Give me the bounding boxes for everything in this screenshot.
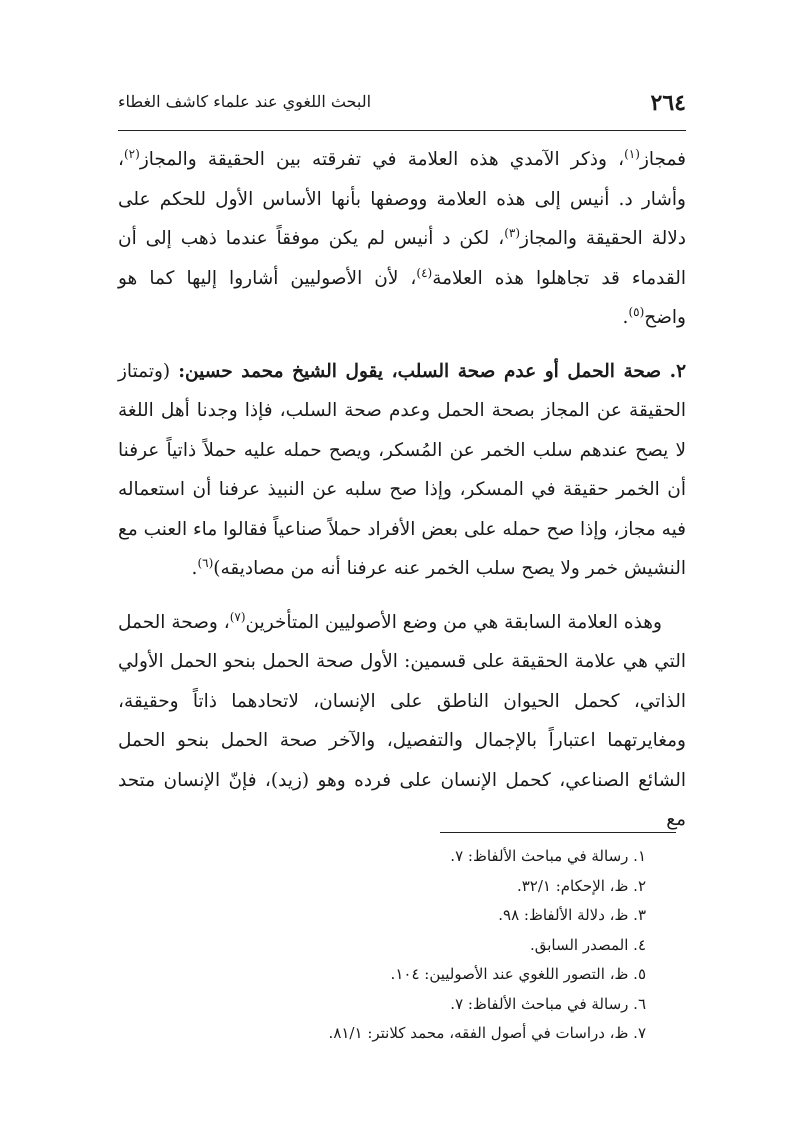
running-title: البحث اللغوي عند علماء كاشف الغطاء bbox=[118, 92, 372, 111]
footnote-ref[interactable]: (٧) bbox=[229, 609, 246, 624]
body-text bbox=[118, 140, 686, 840]
text-run: ، لكن د أنيس لم يكن موفقاً عندما ذهب إلى أن القدماء قد تجاهلوا هذه العلامة bbox=[118, 228, 686, 289]
footnote-item: ١. رسالة في مباحث الألفاظ: ٧. bbox=[450, 847, 646, 865]
footnote-ref[interactable]: (٥) bbox=[628, 304, 645, 319]
text-run: . bbox=[622, 307, 629, 328]
text-run: . bbox=[191, 558, 198, 579]
footnote-item: ٣. ظ، دلالة الألفاظ: ٩٨. bbox=[498, 906, 646, 924]
footnote-item: ٦. رسالة في مباحث الألفاظ: ٧. bbox=[450, 994, 646, 1013]
text-run: (وتمتاز الحقيقة عن المجاز بصحة الحمل وعدم صحة السلب، فإذا وجدنا أهل اللغة لا يصح عندهم سلب الخمر عن المُسكر، ويصح حمله عليه حملاً ذاتياً عرفنا أن الخمر حقيقة في المسكر، وإذا صح سلبه عن النبيذ عرفنا أن استعماله فيه مجاز، وإذا صح حمله على بعض الأفراد حملاً صناعياً فقالوا ماء العنب مع النشيش خمر ولا يصح سلب الخمر عنه عرفنا أنه من مصاديقه) bbox=[118, 360, 686, 579]
footnote-item: ٢. ظ، الإحكام: ٣٢/١. bbox=[516, 876, 646, 895]
footnote-ref[interactable]: (١) bbox=[624, 146, 640, 161]
footnote-ref[interactable]: (٤) bbox=[416, 265, 433, 280]
page-header bbox=[118, 84, 686, 124]
section-heading: ٢. صحة الحمل أو عدم صحة السلب، يقول الشيخ محمد حسين: bbox=[178, 360, 687, 382]
paragraph-1 bbox=[118, 140, 686, 338]
page-number: ٢٦٤ bbox=[650, 90, 686, 116]
footnote-item: ٧. ظ، دراسات في أصول الفقه، محمد كلانتر: ٨١/١. bbox=[328, 1024, 646, 1042]
paragraph-3 bbox=[118, 603, 686, 840]
text-run: فمجاز bbox=[639, 149, 686, 170]
text-run: ، وصحة الحمل التي هي علامة الحقيقة على قسمين: الأول صحة الحمل بنحو الحمل الأولي الذاتي، كحمل الحيوان الناطق على الإنسان، لاتحادهما ذاتاً وحقيقة، ومغايرتهما اعتباراً بالإجمال والتفصيل، والآخر صحة الحمل بنحو الحمل الشائع الصناعي، كحمل الإنسان على فرده وهو (زيد)، فإنّ الإنسان متحد مع bbox=[118, 611, 686, 830]
footnote-ref[interactable]: (٦) bbox=[197, 555, 214, 570]
footnote-ref[interactable]: (٢) bbox=[123, 146, 140, 161]
footnotes-list bbox=[118, 842, 686, 1049]
footnote-ref[interactable]: (٣) bbox=[504, 225, 521, 240]
paragraph-2 bbox=[118, 352, 686, 589]
text-run: ، وأشار د. أنيس إلى هذه العلامة ووصفها بأنها الأساس الأول للحكم على دلالة الحقيقة والمجاز bbox=[118, 149, 686, 249]
text-run: وهذه العلامة السابقة هي من وضع الأصوليين المتأخرين bbox=[245, 611, 662, 633]
footnote-item: ٤. المصدر السابق. bbox=[529, 935, 646, 954]
text-run: ، وذكر الآمدي هذه العلامة في تفرقته بين الحقيقة والمجاز bbox=[139, 149, 625, 170]
text-run: ، لأن الأصوليين أشاروا إليها كما هو واضح bbox=[118, 267, 686, 328]
footnote-rule bbox=[440, 832, 676, 833]
header-rule bbox=[118, 130, 686, 131]
footnote-item: ٥. ظ، التصور اللغوي عند الأصوليين: ١٠٤. bbox=[390, 965, 646, 983]
